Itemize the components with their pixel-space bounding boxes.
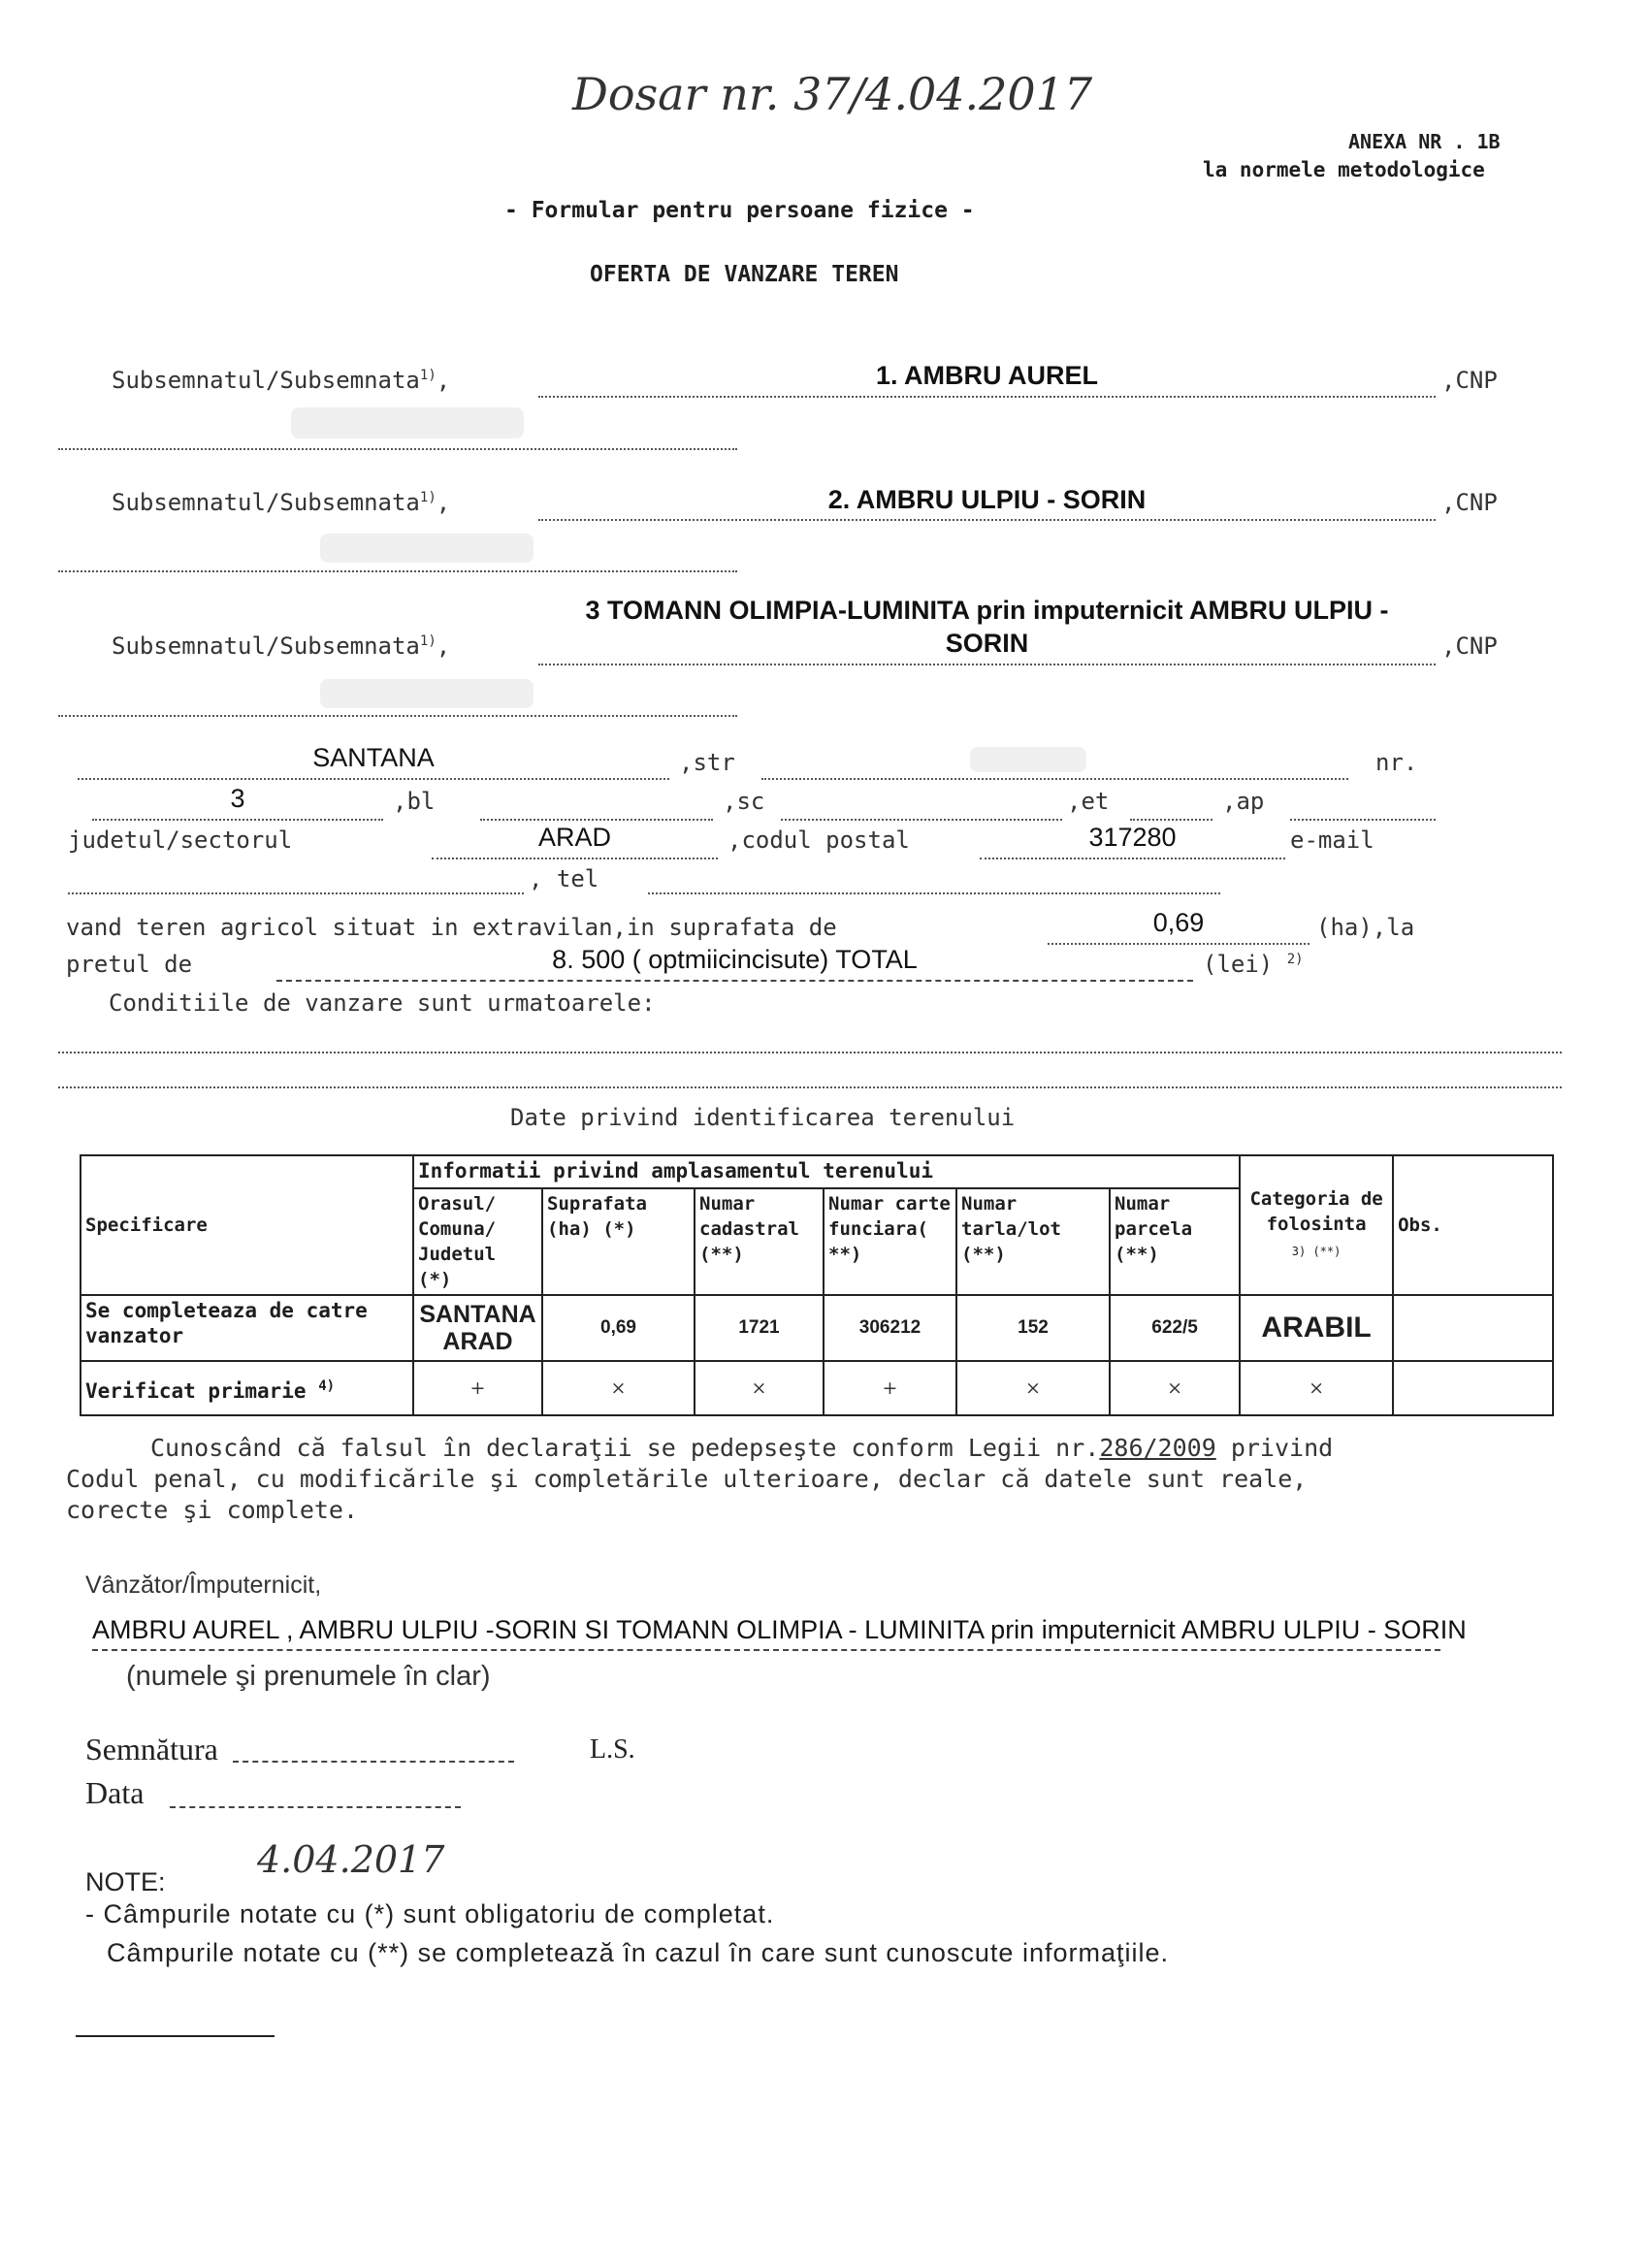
land-identification-table — [80, 1154, 1554, 1416]
phone-label: , tel — [529, 865, 599, 892]
seller-names-line — [92, 1649, 1440, 1651]
annex-number: ANEXA NR . 1B — [1348, 130, 1501, 153]
row-verified-label: Verificat primarie $^{4)}$ — [81, 1361, 413, 1415]
number-line — [92, 819, 383, 821]
locality-value: SANTANA — [312, 743, 435, 772]
handwritten-check-mark: + — [413, 1361, 542, 1415]
handwritten-x-mark: × — [1240, 1361, 1393, 1415]
header-category: Categoria de folosinta 3) (**) — [1240, 1155, 1393, 1295]
cell-plot: 152 — [956, 1295, 1110, 1361]
county-line — [432, 858, 718, 859]
apartment-label: ,ap — [1222, 788, 1265, 815]
redacted-street — [970, 747, 1086, 772]
conditions-line-1 — [58, 1052, 1562, 1053]
header-obs: Obs. — [1393, 1155, 1553, 1295]
header-area: Suprafata (ha) (*) — [542, 1188, 695, 1295]
conditions-label: Conditiile de vanzare sunt urmatoarele: — [109, 989, 656, 1017]
seller-2-cnp-line — [58, 570, 737, 572]
signature-label: Semnătura — [85, 1732, 218, 1766]
street-line — [761, 778, 1348, 780]
block-line — [480, 819, 713, 821]
seller-3-name-line2: SORIN — [945, 629, 1029, 658]
handwritten-x-mark: + — [824, 1361, 956, 1415]
phone-line — [648, 892, 1220, 894]
names-caption: (numele şi prenumele în clar) — [126, 1661, 491, 1692]
header-land-book: Numar carte funciara( **) — [824, 1188, 956, 1295]
footnote-separator — [76, 2035, 275, 2037]
header-cadastral: Numar cadastral (**) — [695, 1188, 824, 1295]
area-value: 0,69 — [1152, 908, 1205, 937]
declaration-line-1: Cunoscând că falsul în declaraţii se pedepseşte conform Legii nr.286/2009 privind — [150, 1434, 1334, 1462]
handwritten-x-mark: × — [1110, 1361, 1240, 1415]
area-unit: (ha),la — [1316, 914, 1415, 941]
price-label: pretul de — [66, 951, 193, 978]
cell-land-book: 306212 — [824, 1295, 956, 1361]
seller-1-label: Subsemnatul/Subsemnata$^{1)}$, — [112, 367, 451, 394]
cell-town: SANTANA ARAD — [413, 1295, 542, 1361]
locality-line — [78, 778, 669, 780]
handwritten-x-mark: × — [956, 1361, 1110, 1415]
form-subtitle: - Formular pentru persoane fizice - — [504, 198, 975, 223]
redacted-cnp-3 — [320, 679, 534, 708]
declaration-line-2: Codul penal, cu modificările şi completările ulterioare, declar că datele sunt reale, — [66, 1465, 1308, 1493]
seller-1-cnp-label: ,CNP — [1441, 367, 1498, 394]
price-line — [276, 980, 1193, 982]
header-town: Orasul/ Comuna/ Judetul (*) — [413, 1188, 542, 1295]
seller-3-name-line — [538, 664, 1436, 665]
seller-2-name: 2. AMBRU ULPIU - SORIN — [827, 485, 1147, 514]
postal-code-label: ,codul postal — [728, 826, 910, 854]
block-label: ,bl — [393, 788, 436, 815]
table-caption: Date privind identificarea terenului — [510, 1104, 1016, 1131]
cell-category: ARABIL — [1240, 1295, 1393, 1361]
number-value: 3 — [230, 784, 245, 813]
annex-reference: la normele metodologice — [1203, 158, 1485, 181]
seller-3-name-line1: 3 TOMANN OLIMPIA-LUMINITA prin imputernicit AMBRU ULPIU - — [585, 596, 1389, 625]
offer-text: vand teren agricol situat in extravilan,in suprafata de — [66, 914, 837, 941]
note-1: - Câmpurile notate cu (*) sunt obligatoriu de completat. — [85, 1899, 775, 1928]
header-parcel: Numar parcela (**) — [1110, 1188, 1240, 1295]
redacted-cnp-2 — [320, 534, 534, 563]
cell-area: 0,69 — [542, 1295, 695, 1361]
seller-2-cnp-label: ,CNP — [1441, 489, 1498, 516]
county-label: judetul/sectorul — [68, 826, 293, 854]
handwritten-date: 4.04.2017 — [257, 1838, 445, 1881]
seller-3-cnp-label: ,CNP — [1441, 632, 1498, 660]
notes-title: NOTE: — [85, 1867, 166, 1896]
handwritten-x-mark: × — [542, 1361, 695, 1415]
header-specificare: Specificare — [81, 1155, 413, 1295]
price-unit: (lei) $^{2)}$ — [1203, 951, 1304, 978]
declaration-line-3: corecte şi complete. — [66, 1496, 359, 1524]
cell-cadastral: 1721 — [695, 1295, 824, 1361]
row-seller-label: Se completeaza de catre vanzator — [81, 1295, 413, 1361]
postal-code-value: 317280 — [1088, 823, 1177, 852]
cell-obs — [1393, 1295, 1553, 1361]
staircase-line — [781, 819, 1062, 821]
cell-parcel: 622/5 — [1110, 1295, 1240, 1361]
document-title: OFERTA DE VANZARE TEREN — [590, 262, 899, 287]
postal-code-line — [980, 858, 1285, 859]
email-line — [68, 892, 524, 894]
seller-full-names: AMBRU AUREL , AMBRU ULPIU -SORIN SI TOMANN OLIMPIA - LUMINITA prin imputernicit AMBRU ULPIU - SORIN — [92, 1615, 1467, 1644]
staircase-label: ,sc — [723, 788, 765, 815]
county-value: ARAD — [537, 823, 611, 852]
header-plot: Numar tarla/lot (**) — [956, 1188, 1110, 1295]
ls-label: L.S. — [590, 1734, 635, 1765]
seller-1-cnp-line — [58, 448, 737, 450]
floor-label: ,et — [1067, 788, 1110, 815]
table-row — [81, 1361, 1553, 1415]
conditions-line-2 — [58, 1086, 1562, 1088]
floor-line — [1130, 819, 1212, 821]
seller-label: Vânzător/Împuternicit, — [85, 1571, 322, 1599]
handwritten-file-number: Dosar nr. 37/4.04.2017 — [572, 68, 1093, 120]
apartment-line — [1290, 819, 1436, 821]
price-value: 8. 500 ( optmiicincisute) TOTAL — [552, 945, 918, 974]
signature-line — [233, 1761, 514, 1763]
number-label: nr. — [1375, 749, 1418, 776]
note-2: Câmpurile notate cu (**) se completează în cazul în care sunt cunoscute informaţiile. — [107, 1938, 1169, 1967]
seller-1-name: 1. AMBRU AUREL — [876, 361, 1098, 390]
header-location-info: Informatii privind amplasamentul terenului — [413, 1155, 1240, 1188]
seller-3-label: Subsemnatul/Subsemnata$^{1)}$, — [112, 632, 451, 660]
email-label: e-mail — [1290, 826, 1374, 854]
street-label: ,str — [679, 749, 735, 776]
cell-obs-verified — [1393, 1361, 1553, 1415]
seller-1-name-line — [538, 396, 1436, 398]
seller-2-name-line — [538, 519, 1436, 521]
date-line — [170, 1806, 461, 1808]
handwritten-x-mark: × — [695, 1361, 824, 1415]
redacted-cnp-1 — [291, 407, 524, 438]
table-row — [81, 1295, 1553, 1361]
seller-3-cnp-line — [58, 715, 737, 717]
seller-2-label: Subsemnatul/Subsemnata$^{1)}$, — [112, 489, 451, 516]
date-label: Data — [85, 1775, 145, 1810]
